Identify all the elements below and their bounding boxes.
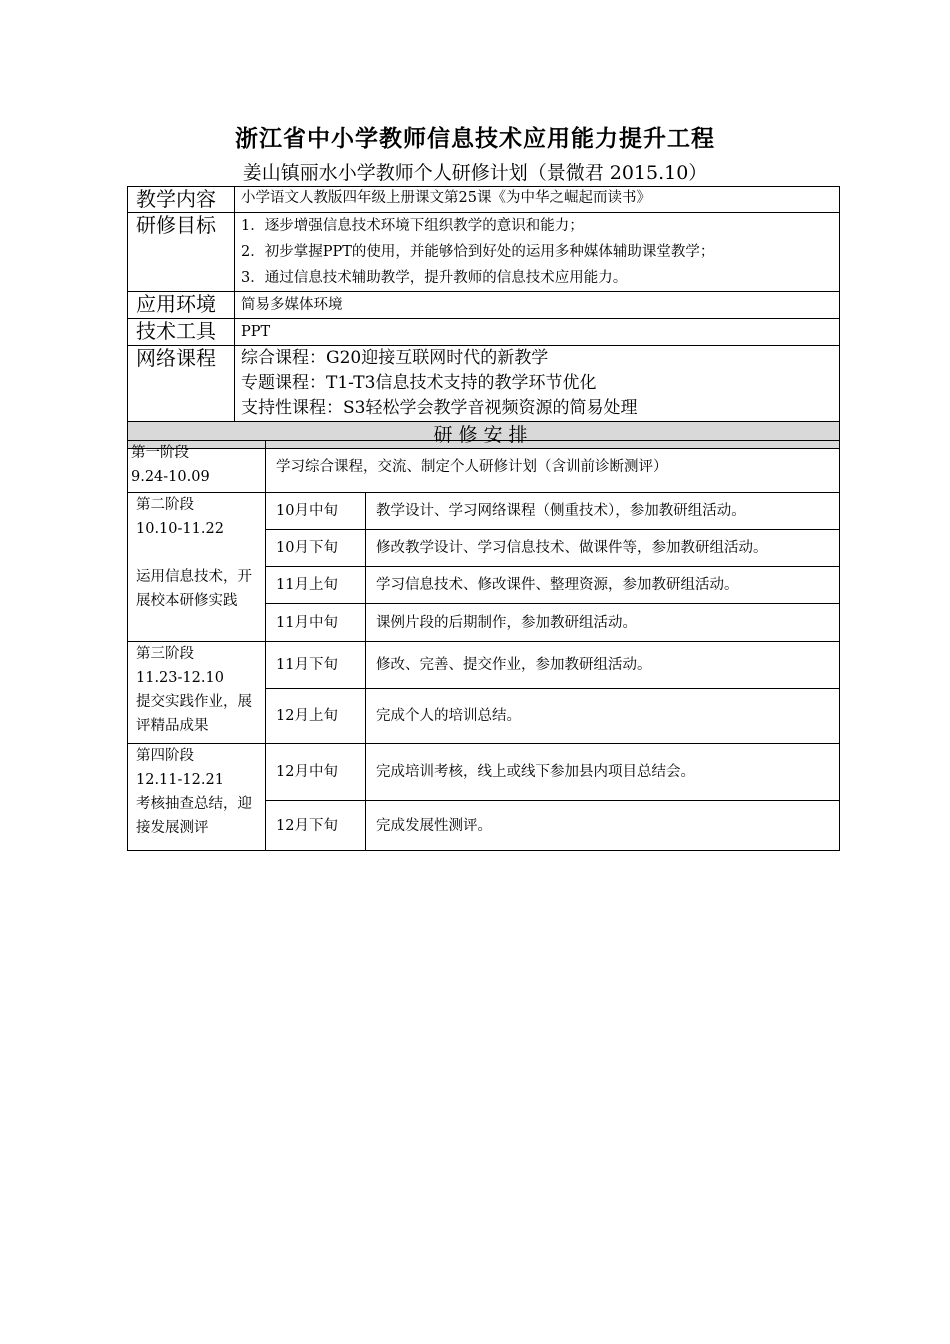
stage3-row [128,642,840,689]
stage4-dates: 12.11-12.21 [136,772,224,788]
tool-value: PPT [235,319,840,346]
row-content [128,187,840,213]
stage1-task: 学习综合课程，交流、制定个人研修计划（含训前诊断测评） [266,441,840,493]
stage4-row [128,744,840,801]
stage4-name: 第四阶段 [136,748,194,764]
content-value: 小学语文人教版四年级上册课文第25课《为中华之崛起而读书》 [235,187,840,213]
stage2-row [128,493,840,530]
stage1-row [128,441,840,493]
course-list [235,346,840,422]
stage3-name: 第三阶段 [136,646,194,662]
task: 修改教学设计、学习信息技术、做课件等，参加教研组活动。 [366,530,840,567]
stage1-dates: 9.24-10.09 [131,469,210,485]
env-value: 简易多媒体环境 [235,292,840,319]
task: 完成个人的培训总结。 [366,689,840,744]
stage3-cell [128,642,266,744]
period: 11月上旬 [266,567,366,604]
task: 完成发展性测评。 [366,801,840,851]
period: 11月中旬 [266,604,366,642]
row-goals [128,213,840,292]
course-item: 专题课程：T1-T3信息技术支持的教学环节优化 [241,373,597,393]
goal-list [235,213,840,292]
stage4-desc: 考核抽查总结，迎接发展测评 [136,796,252,836]
task: 修改、完善、提交作业，参加教研组活动。 [366,642,840,689]
content-label: 教学内容 [128,187,235,213]
course-label: 网络课程 [128,346,235,422]
document-subtitle: 姜山镇丽水小学教师个人研修计划（景微君 2015.10） [242,162,708,184]
period: 10月中旬 [266,493,366,530]
course-item: 综合课程：G20迎接互联网时代的新教学 [241,348,549,368]
schedule-table [127,440,840,851]
goal-label: 研修目标 [128,213,235,292]
env-label: 应用环境 [128,292,235,319]
period: 10月下旬 [266,530,366,567]
goal-item: 3．通过信息技术辅助教学，提升教师的信息技术应用能力。 [241,270,628,286]
stage3-desc: 提交实践作业，展评精品成果 [136,694,252,734]
period: 12月上旬 [266,689,366,744]
task: 完成培训考核，线上或线下参加县内项目总结会。 [366,744,840,801]
stage2-name: 第二阶段 [136,497,194,513]
plan-info-table [127,186,840,449]
period: 12月中旬 [266,744,366,801]
stage2-dates: 10.10-11.22 [136,521,224,537]
stage1-cell [128,441,266,493]
stage2-desc: 运用信息技术，开展校本研修实践 [136,569,252,609]
goal-item: 1．逐步增强信息技术环境下组织教学的意识和能力； [241,218,584,234]
course-item: 支持性课程：S3轻松学会教学音视频资源的简易处理 [241,398,638,418]
row-tool [128,319,840,346]
period: 12月下旬 [266,801,366,851]
stage2-cell [128,493,266,642]
task: 教学设计、学习网络课程（侧重技术），参加教研组活动。 [366,493,840,530]
task: 课例片段的后期制作，参加教研组活动。 [366,604,840,642]
task: 学习信息技术、修改课件、整理资源，参加教研组活动。 [366,567,840,604]
stage3-dates: 11.23-12.10 [136,670,224,686]
row-env [128,292,840,319]
row-courses [128,346,840,422]
goal-item: 2．初步掌握PPT的使用，并能够恰到好处的运用多种媒体辅助课堂教学； [241,244,715,260]
schedule-header: 研修安排 [128,422,840,449]
tool-label: 技术工具 [128,319,235,346]
period: 11月下旬 [266,642,366,689]
document-title: 浙江省中小学教师信息技术应用能力提升工程 [235,125,715,152]
stage1-name: 第一阶段 [131,445,189,461]
stage4-cell [128,744,266,851]
